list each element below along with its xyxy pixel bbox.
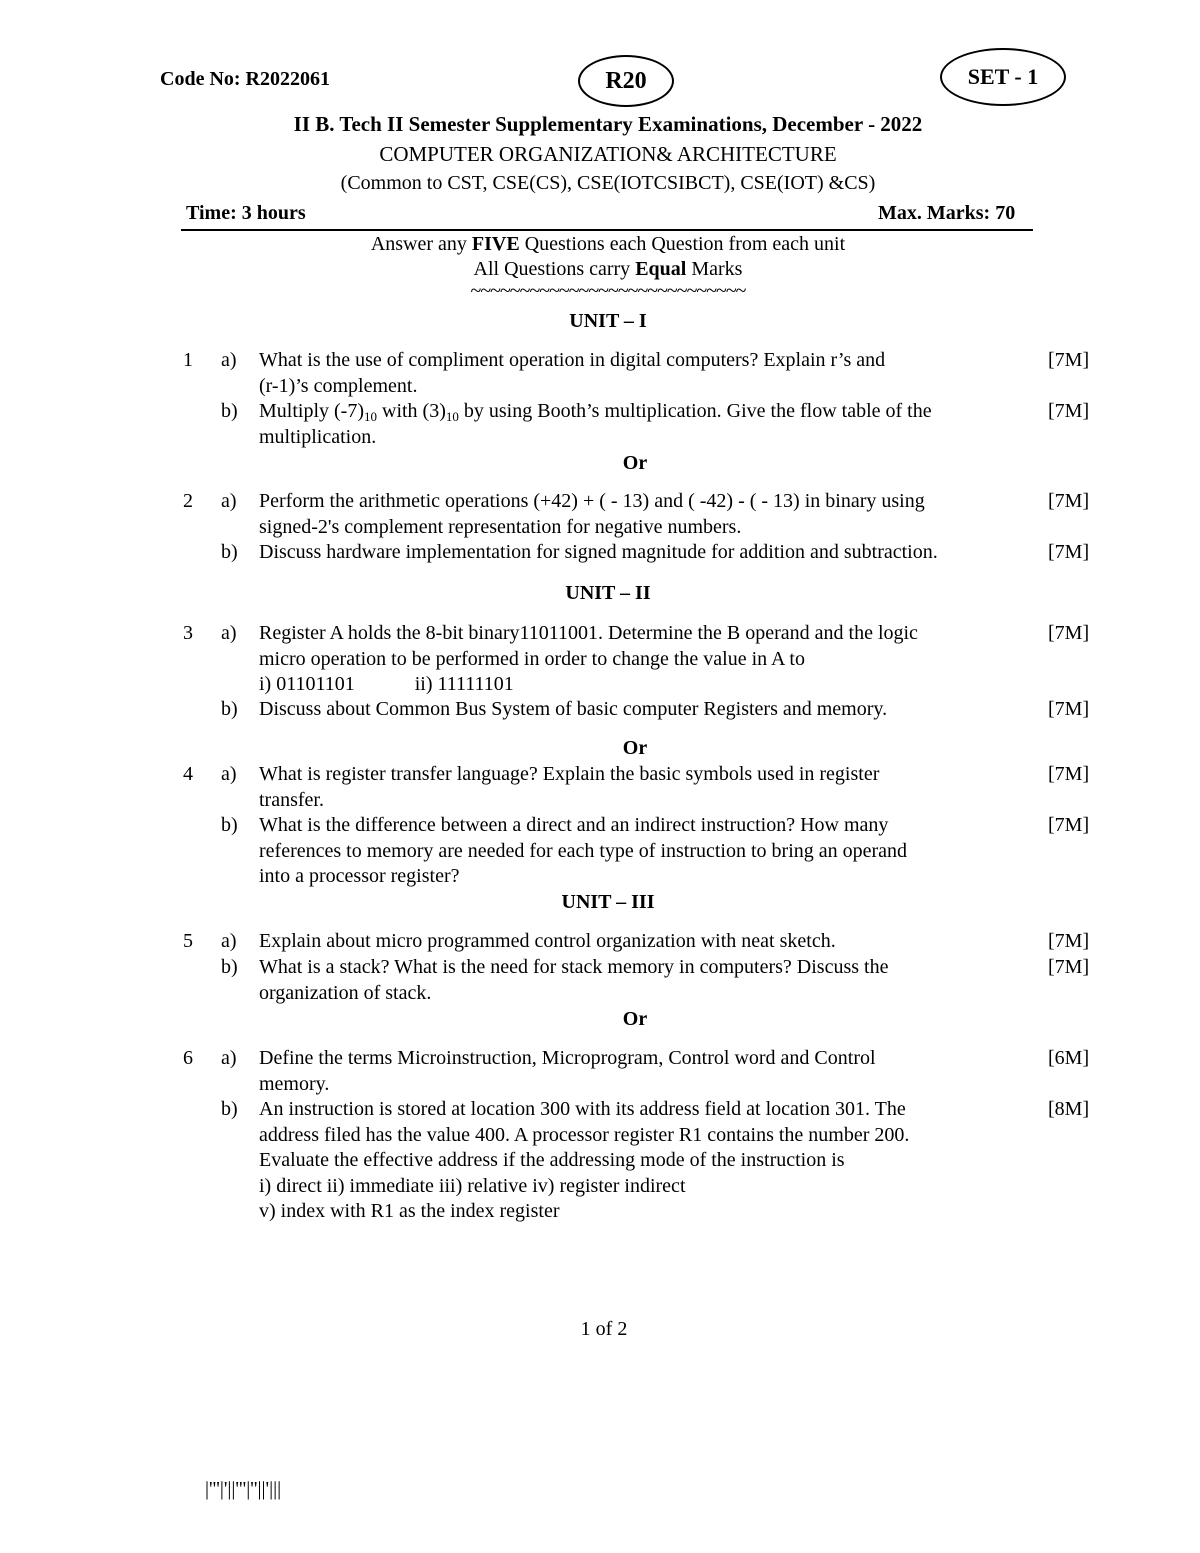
- part-label: a): [221, 622, 237, 644]
- or-separator: Or: [622, 452, 648, 474]
- header-divider: [181, 229, 1033, 231]
- marks: [7M]: [1048, 698, 1090, 720]
- separator: ~~~~~~~~~~~~~~~~~~~~~~~~~~~~: [470, 280, 746, 302]
- marks: [7M]: [1048, 763, 1090, 785]
- part-label: a): [221, 1047, 237, 1069]
- part-label: b): [221, 698, 238, 720]
- instruction-line-2: All Questions carry Equal Marks: [473, 258, 743, 280]
- part-label: a): [221, 930, 237, 952]
- common-to-branches: (Common to CST, CSE(CS), CSE(IOTCSIBCT), CSE(IOT) &CS): [340, 172, 876, 194]
- part-label: a): [221, 490, 237, 512]
- part-label: a): [221, 349, 237, 371]
- regulation-badge: R20: [578, 55, 674, 107]
- marks: [7M]: [1048, 541, 1090, 563]
- marks: [7M]: [1048, 349, 1090, 371]
- question-text: What is the use of compliment operation in digital computers? Explain r’s and (r-1)’s complement.: [259, 349, 886, 397]
- part-label: b): [221, 814, 238, 836]
- marks: [7M]: [1048, 930, 1090, 952]
- question-text: What is register transfer language? Explain the basic symbols used in register transfer.: [259, 763, 880, 811]
- question-text: Register A holds the 8-bit binary11011001. Determine the B operand and the logic micro operation to be performed in order to change the value in A to i) 01101101 ii) 11111101: [259, 622, 918, 695]
- question-text: Discuss about Common Bus System of basic computer Registers and memory.: [259, 698, 888, 720]
- question-number: 5: [183, 930, 193, 952]
- question-text: Explain about micro programmed control organization with neat sketch.: [259, 930, 836, 952]
- max-marks: Max. Marks: 70: [878, 202, 1016, 224]
- marks: [6M]: [1048, 1047, 1090, 1069]
- question-text: What is the difference between a direct and an indirect instruction? How many references to memory are needed for each type of instruction to bring an operand into a processor register?: [259, 814, 908, 887]
- page-number: 1 of 2: [580, 1318, 628, 1340]
- marks: [7M]: [1048, 956, 1090, 978]
- set-badge: SET - 1: [940, 48, 1066, 106]
- part-label: a): [221, 763, 237, 785]
- unit-heading: UNIT – III: [561, 891, 655, 913]
- marks: [8M]: [1048, 1098, 1090, 1120]
- question-text: Define the terms Microinstruction, Microprogram, Control word and Control memory.: [259, 1047, 876, 1095]
- exam-duration: Time: 3 hours: [186, 202, 306, 224]
- unit-heading: UNIT – II: [565, 582, 651, 604]
- code-number: Code No: R2022061: [160, 68, 330, 90]
- unit-heading: UNIT – I: [569, 310, 647, 332]
- question-text: Discuss hardware implementation for signed magnitude for addition and subtraction.: [259, 541, 938, 563]
- question-number: 1: [183, 349, 193, 371]
- part-label: b): [221, 956, 238, 978]
- question-number: 6: [183, 1047, 193, 1069]
- question-number: 4: [183, 763, 193, 785]
- part-label: b): [221, 400, 238, 422]
- marks: [7M]: [1048, 490, 1090, 512]
- barcode-marks: |'''|'||'''|''||'|||: [205, 1478, 282, 1500]
- or-separator: Or: [622, 1008, 648, 1030]
- question-number: 2: [183, 490, 193, 512]
- question-text: What is a stack? What is the need for stack memory in computers? Discuss the organization of stack.: [259, 956, 889, 1004]
- exam-title: II B. Tech II Semester Supplementary Examinations, December - 2022: [293, 112, 923, 136]
- part-label: b): [221, 1098, 238, 1120]
- question-text: An instruction is stored at location 300 with its address field at location 301. The address filed has the value 400. A processor register R1 contains the number 200. Evaluate the effective address if the addressing mode of the instruction is i) direct ii) immediate iii) relative iv) register indirect v) index with R1 as the index register: [259, 1098, 910, 1222]
- question-number: 3: [183, 622, 193, 644]
- part-label: b): [221, 541, 238, 563]
- subject-title: COMPUTER ORGANIZATION& ARCHITECTURE: [379, 142, 837, 166]
- question-text: Perform the arithmetic operations (+42) + ( - 13) and ( -42) - ( - 13) in binary using signed-2's complement representation for negative numbers.: [259, 490, 925, 538]
- or-separator: Or: [622, 737, 648, 759]
- marks: [7M]: [1048, 622, 1090, 644]
- question-text: Multiply $(-7)_{10}$ with $(3)_{10}$ by using Booth’s multiplication. Give the flow table of the multiplication.: [259, 400, 932, 448]
- marks: [7M]: [1048, 814, 1090, 836]
- marks: [7M]: [1048, 400, 1090, 422]
- instruction-line-1: Answer any FIVE Questions each Question from each unit: [370, 233, 846, 255]
